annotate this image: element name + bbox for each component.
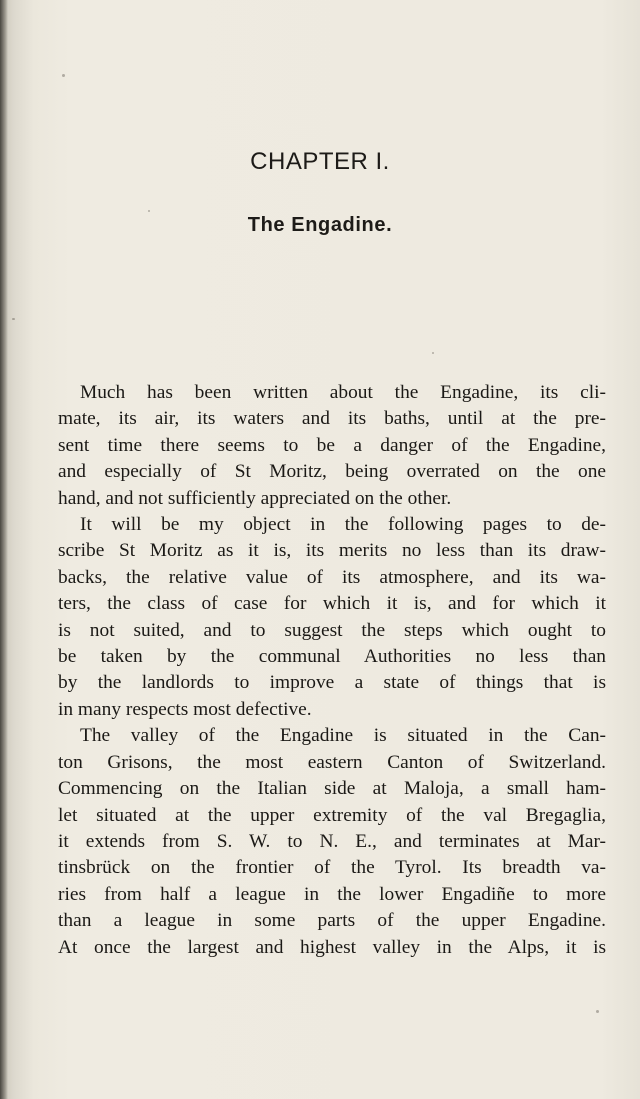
text-line: ton Grisons, the most eastern Canton of Switzerland. <box>58 751 606 773</box>
paragraph-1 <box>36 380 606 512</box>
text-line: sent time there seems to be a danger of the Engadine, <box>58 434 606 456</box>
text-line: ters, the class of case for which it is, and for which it <box>58 593 606 615</box>
text-line: Much has been written about the Engadine, its cli- <box>80 382 606 403</box>
body-text <box>36 380 606 961</box>
text-line: mate, its air, its waters and its baths, until at the pre- <box>58 408 606 430</box>
text-line: in many respects most defective. <box>58 698 312 720</box>
text-line: At once the largest and highest valley in the Alps, it is <box>58 936 606 958</box>
text-line: hand, and not sufficiently appreciated on the other. <box>58 487 452 509</box>
text-line: Commencing on the Italian side at Maloja, a small ham- <box>58 778 606 800</box>
text-line: is not suited, and to suggest the steps which ought to <box>58 619 606 641</box>
text-line: tinsbrück on the frontier of the Tyrol. Its breadth va- <box>58 857 606 879</box>
paragraph-2 <box>36 512 606 723</box>
paper-speck <box>148 210 150 212</box>
paper-speck <box>596 1010 599 1013</box>
text-line: be taken by the communal Authorities no less than <box>58 646 606 668</box>
chapter-title: The Engadine. <box>247 214 393 236</box>
text-line: backs, the relative value of its atmosphere, and its wa- <box>58 566 606 588</box>
text-line: It will be my object in the following pages to de- <box>80 514 606 536</box>
text-line: than a league in some parts of the upper Engadine. <box>58 910 606 932</box>
text-line: let situated at the upper extremity of the val Bregaglia, <box>58 804 606 826</box>
paper-speck <box>432 352 434 354</box>
text-line: ries from half a league in the lower Engadiñe to more <box>58 883 606 905</box>
text-line: by the landlords to improve a state of things that is <box>58 672 606 694</box>
text-line: The valley of the Engadine is situated in the Can- <box>80 725 606 747</box>
chapter-heading: CHAPTER I. <box>250 148 390 175</box>
paper-speck <box>62 74 65 77</box>
text-line: scribe St Moritz as it is, its merits no less than its draw- <box>58 540 606 562</box>
text-line: and especially of St Moritz, being overrated on the one <box>58 461 606 483</box>
text-line: it extends from S. W. to N. E., and terminates at Mar- <box>58 830 606 852</box>
paragraph-3 <box>36 723 606 961</box>
paper-speck <box>12 318 15 320</box>
